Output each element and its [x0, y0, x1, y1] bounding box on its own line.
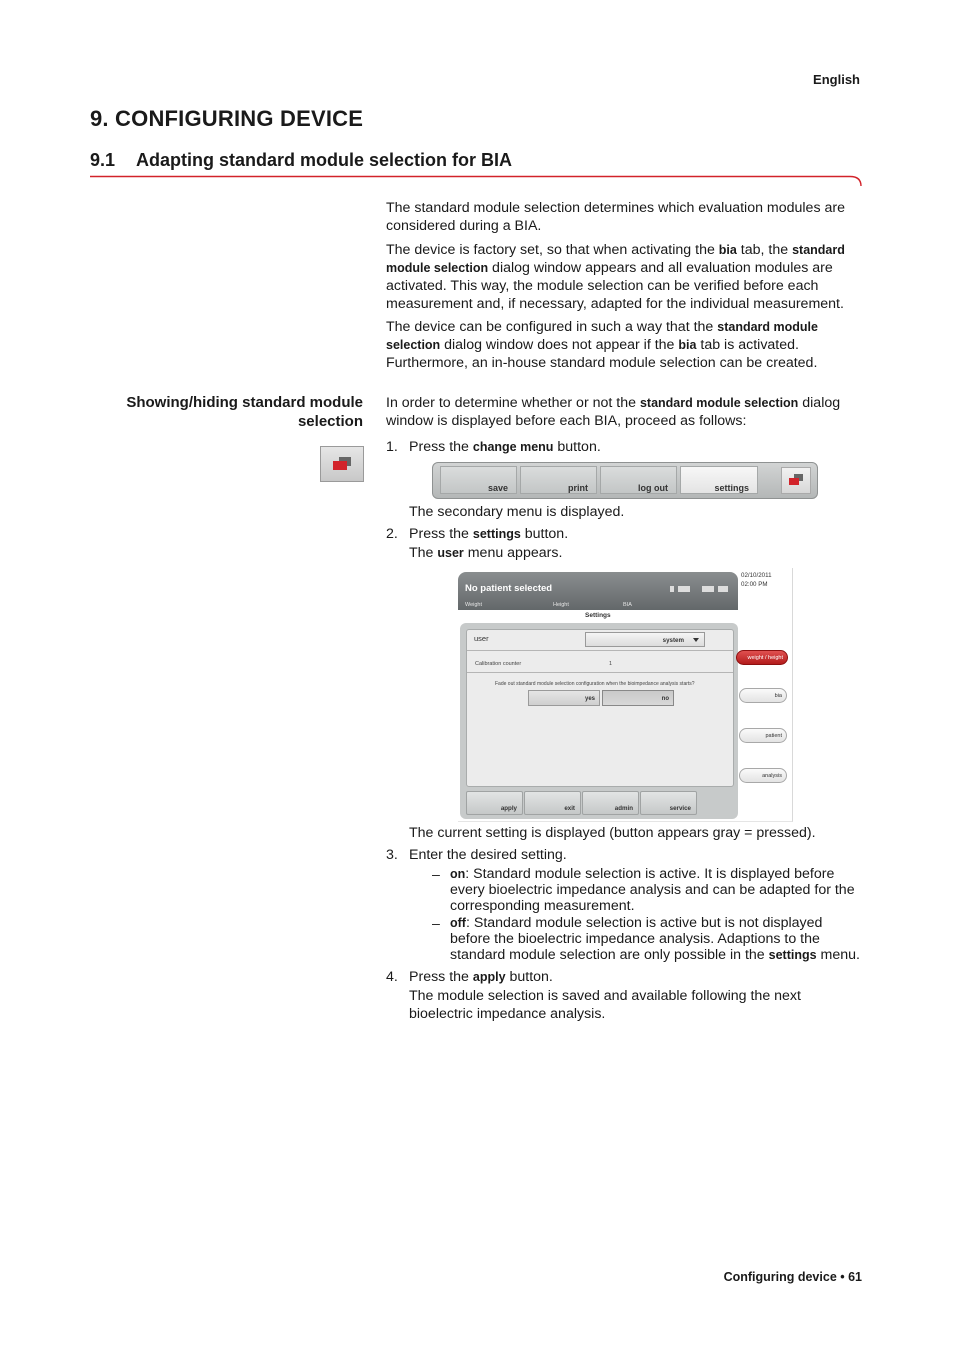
section-title	[90, 150, 512, 171]
settings-panel	[460, 623, 738, 819]
page-footer: Configuring device • 61	[723, 1270, 862, 1284]
exit-button: exit	[524, 791, 581, 815]
tab-weight-height: weight / height	[736, 650, 788, 665]
col-bia: BIA	[623, 602, 632, 608]
menu-logout-button: log out	[600, 466, 677, 494]
menu-settings-button: settings	[680, 466, 758, 494]
status-icons	[668, 580, 730, 588]
tab-analysis: analysis	[739, 768, 787, 783]
tab-patient: patient	[739, 728, 787, 743]
step-2-result: The current setting is displayed (button appears gray = pressed).	[409, 825, 816, 841]
tab-bia: bia	[739, 688, 787, 703]
admin-button: admin	[582, 791, 639, 815]
chevron-down-icon	[693, 638, 699, 642]
section-rule	[90, 175, 863, 187]
col-height: Height	[553, 602, 569, 608]
step-4-result: The module selection is saved and available following the next bioelectric impedance analysis.	[409, 988, 801, 1022]
settings-inner	[466, 629, 734, 787]
patient-status: No patient selected	[465, 583, 553, 594]
change-menu-icon	[781, 467, 811, 494]
menu-print-button: print	[520, 466, 597, 494]
user-label: user	[474, 634, 489, 643]
user-dropdown: system	[585, 632, 705, 647]
change-menu-button-illustration	[320, 446, 364, 482]
calibration-label: Calibration counter	[475, 661, 522, 667]
col-weight: Weight	[465, 602, 483, 608]
settings-title: Settings	[585, 612, 611, 619]
screen-time: 02:00 PM	[741, 581, 768, 588]
apply-button: apply	[466, 791, 523, 815]
section-heading: Adapting standard module selection for BIA	[136, 150, 513, 170]
chapter-title: 9. CONFIGURING DEVICE	[90, 106, 364, 131]
step-1-result: The secondary menu is displayed.	[409, 504, 625, 520]
change-menu-icon	[321, 447, 363, 481]
patient-header	[458, 572, 738, 610]
subsection-lead: In order to determine whether or not the standard module selection dialog window is displayed before each BIA, proceed as follows:	[386, 395, 841, 429]
fade-question: Fade out standard module selection configuration when the bioimpedance analysis starts?	[495, 681, 695, 687]
yes-button: yes	[528, 690, 600, 706]
screen-date: 02/10/2011	[741, 572, 772, 579]
no-button: no	[602, 690, 674, 706]
secondary-menu-bar-illustration	[432, 462, 818, 499]
intro-paragraph-3: The device can be configured in such a way that the standard module selection dialog window does not appear if the bia tab is activated. Furthermore, an in-house standard module selection can be created.	[386, 319, 818, 371]
service-button: service	[640, 791, 697, 815]
subsection-title: Showing/hiding standard module selection	[126, 394, 363, 430]
calibration-value: 1	[609, 661, 613, 667]
settings-screen-illustration	[458, 568, 793, 822]
language-label: English	[813, 72, 860, 87]
menu-save-button: save	[440, 466, 517, 494]
intro-paragraph-1: The standard module selection determines which evaluation modules are considered during a BIA.	[386, 200, 845, 234]
section-number: 9.1	[90, 150, 116, 170]
intro-paragraph-2: The device is factory set, so that when activating the bia tab, the standard module selection dialog window appears and all evaluation modules are activated. This way, the module selection can be verified before each measurement and, if necessary, adapted for the individual measurement.	[386, 242, 845, 312]
